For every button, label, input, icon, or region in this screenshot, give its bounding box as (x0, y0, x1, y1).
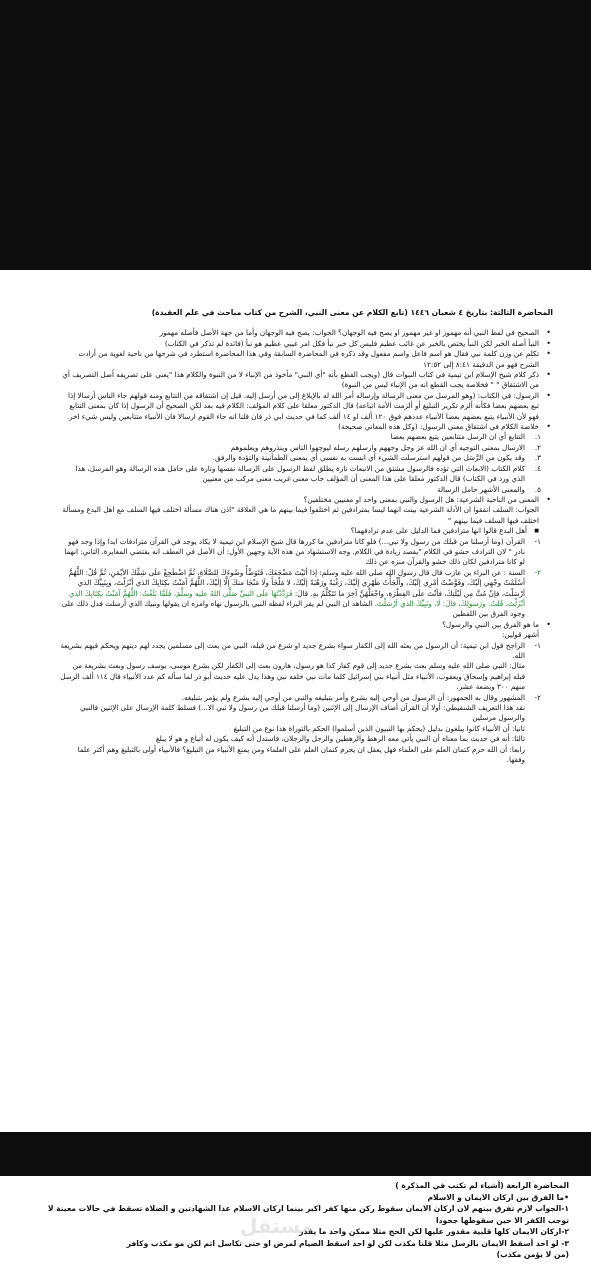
bullet-item: • ما هو الفرق بين النبي والرسول؟ (60, 620, 553, 630)
item-text: المشهور وقال به الجمهور: أن الرسول من أوحي إليه بشرع وأمر بتبليغه والنبي من أوحي إليه بشرع ولم يؤمر بتبليغه. (181, 692, 525, 702)
numbered-item (60, 568, 553, 620)
example-paragraph: مثال: النبي صلى الله عليه وسلم بعث بشرع جديد إلى قوم كفار كذا هو رسول، هارون بعث إلى الكفار لكن بشرع موسى، يوسف رسول وبعث بشريعة من قبله إبراهيم وإسحاق ويعقوب، الأنبياء مثل أنبياء بني إسرائيل كلما مات نبي خلفه نبي وهذا يدل عليه حديث أبو ذر لما سأله كم عدد الأنبياء قال ١١٤ ألف الرسل منهم ٣٠٠ وبضعة عشر. (60, 661, 525, 692)
top-black-bar (0, 0, 591, 270)
numbered-item (60, 432, 553, 442)
page-2-line: ٢-اركان الايمان كلها قلبية مقدور عليها لكن الحج مثلا ممكن واحد ما يقدر (299, 1227, 569, 1236)
lecture-title: المحاضرة الثالثة: بتاريخ ٤ شعبان ١٤٤٦ (تابع الكلام عن معنى النبي، الشرح من كتاب مباحث في علم العقيدة) (151, 308, 553, 317)
critique-paragraph: ثانيا: أن الأنبياء كانوا يبلغون بدليل (يحكم بها النبيون الذين أسلموا) الحكم بالتوراة هذا نوع من التبليغ (233, 723, 525, 733)
numbered-item (60, 485, 553, 495)
critique-paragraph: نقد هذا التعريف الشنقيطي: أولا أن القرآن أضاف الإرسال إلى الإثنين (وما أرسلنا قبلك من رسول ولا نبي الا...) فسلط كلمة الإرسال على الإثنين فالنبي والرسول مرسلين (79, 703, 525, 723)
item-text: والمعنى الأشهر حامل الرسالة (436, 484, 525, 494)
item-number: ١. (534, 432, 541, 442)
item-number: ٢- (534, 692, 541, 702)
item-number: ٤. (534, 463, 541, 473)
numbered-item (60, 537, 553, 568)
bullet-item: • المعنى من الناحية الشرعية: هل الرسول والنبي بمعنى واحد او معنيين مختلفين؟ (60, 495, 553, 505)
opinions-heading: أشهر قولين: (502, 630, 539, 640)
watermark: مستقل (240, 1214, 314, 1238)
item-number: ١- (534, 536, 541, 546)
critique-paragraph: ثالثا: أنه في حديث بما معناه أن النبي يأتي معه الرهط والرهطين والرجل والرجلان، فاستدل أنه كيف يكون له أتباع و هو لا يبلغ (155, 734, 525, 744)
page-2-line: ١-الجواب لازم تفرق بينهم لان اركان الايمان سقوط ركن منها كفر اكبر بينما اركان الاسلام عدا الشهادتين و الصلاة تسقط في حالات معينة لا توجب الكفر الا حين سقوطها جحودا (47, 1204, 569, 1225)
lecture-4-title: المحاضرة الرابعة (أشياء لم تكتب في المذكرة ) (395, 1181, 569, 1190)
item-text: كلام الكتاب (الابعاث التي تؤده فالرسول مشتق من الانبعاث تارة يطلق لفظ الرسول على الرسالة نفسها وتارة على حامل هذه الرسالة وهو المرسل، هذا الذي ورد في الكتاب) قال الدكتور معلقا على هذا المعنى أن المؤلف جاب معنى غريب معنى مركب من معنيين (75, 463, 525, 484)
bullet-item: • خلاصة الكلام في اشتقاق معنى الرسول: (وكل هذه المعاني صحيحة) (60, 422, 553, 432)
item-text: التتابع أي ان الرسل متتابعين يتبع بعضهم بعضا (390, 432, 525, 442)
item-text: الراجح قول ابن تيمية: أن الرسول من بعثه الله إلى الكفار سواء بشرع جديد او شرع من قبله، النبي من بعث إلى مسلمين يجدد لهم دينهم ويحكم فيهم بشريعة الله. (60, 640, 525, 660)
sub-bullet-question: ■ أهل البدع قالوا انها مترادفين فما الدليل على عدم ترادفهما؟ (60, 526, 553, 536)
item-number: ٥. (534, 484, 541, 494)
item-number: ٣. (534, 453, 541, 463)
item-text: الشاهد ان النبي لم يقر البراء لفظه النبي بالرسول نهاه وامره ان يقولها ونبيك الذي أرسلت فدل ذلك على وجود الفرق بين اللفظين (61, 598, 525, 619)
critique-paragraph: رابعا: أن الله حرم كتمان العلم على العلماء فهل يعقل ان يحرم كتمان العلم على العلماء ومن يمنع الأنبياء من التبليغ؟ فالأنبياء أولى بالتبليغ وهم أكثر علما وفقها. (77, 744, 525, 765)
item-text: وقد يكون من الرَّسَل من قولهم استرسلت الشيء أي انست به نفسي أي بمعنى الطمأنينة والتؤدة والرفق. (212, 453, 525, 463)
numbered-item (60, 693, 553, 703)
item-text: السنة : عن البراء بن عازب قال قال رسول الله صلى الله عليه وسلم: إذا أتَيْتَ مَضْجَعَكَ، فَتَوَضَّأْ وضُوءَكَ لِلصَّلَاةِ، ثُمَّ اضْطَجِعْ علَى شِقِّكَ الأيْمَنِ، ثُمَّ قُلْ: اللَّهُمَّ أسْلَمْتُ وجْهِي إلَيْكَ، وفَوَّضْتُ أمْرِي إلَيْكَ، وأَلْجَأْتُ ظَهْرِي إلَيْكَ، رَغْبَةً ورَهْبَةً إلَيْكَ، لا مَلْجَأَ ولَا مَنْجَا منكَ إلَّا إلَيْكَ، اللَّهُمَّ آمَنْتُ بكِتَابِكَ الذي أنْزَلْتَ، وبِنَبِيِّكَ الذي أرْسَلْتَ، فإنْ مُتَّ مِن لَيْلَتِكَ، فأنْتَ علَى الفِطْرَةِ، واجْعَلْهُنَّ آخِرَ ما تَتَكَلَّمُ بهِ. قالَ: (68, 567, 525, 598)
bullet-item: • النبأ أصله الخبر لكن النبأ يختص بالخبر عن غائب عظيم فليس كل خبر نبأ فكل امر غيبي عظيم هو نبأ (فائدة لم تذكر في الكتاب) (60, 339, 553, 349)
numbered-item (60, 464, 553, 485)
bullet-item: • الرسول: في الكتاب: (وهو المرسل من معنى الرسالة وإرساله أمر الله له بالإبلاغ إلى من أرسل إليه. قيل إن اشتقاقه من التتابع ومنه قولهم جاء الناس أرسالا إذا تبع بعضهم بعضا فكأنه ألزم تكرير التبليغ أو ألزمت الأمة اتباعه) قال الدكتور معلقا على كلام المؤلف: الكلام فيه بعد لكن الصحيح أن الرسول إذا كان بمعنى التتابع فهو لأن الأنبياء يتبع بعضهم بعضا الأنبياء عددهم فوق ١٢٠ ألف او ١٤ ألف كما في حديث ابي ذر فان قلنا انه جاء القوم ارسالا فان الأنبياء متتابعين وليس شيء اخر. (60, 391, 553, 422)
page-1-content (0, 270, 591, 765)
item-number: ٢. (534, 442, 541, 452)
document-page-1 (0, 270, 591, 1132)
bullet-item: • الصحيح في لفظ النبي أنه مهموز او غير مهموز او يصح فيه الوجهان؟ الجواب: يصح فيه الوجهان وأما من جهة الأصل فأصله مهموز (60, 328, 553, 338)
item-text: الارسال بمعنى التوجيه أي ان الله عز وجل وجههم وارسلهم رسله ليوجهوا الناس وينذروهم ويعلموهم (230, 442, 525, 452)
item-number: ٢- (534, 567, 541, 577)
hadith-highlight: فَرَدَّدْتُهَا علَى النبيِّ صَلَّى اللهُ عليه وسلَّمَ، فَلَمَّا بَلَغْتُ: اللَّهُمَّ آمَنْتُ بكِتَابِكَ الذي أنْزَلْتَ، قُلتُ: ورَسولِكَ، قالَ: لَا، ونَبِيِّكَ الذي أرْسَلْتَ. (68, 588, 525, 608)
page-2-line: (من لا يؤمن مكذب) (496, 1250, 569, 1259)
numbered-item (60, 443, 553, 453)
answer-paragraph: الجواب: السلف اتفقوا ان الأدلة الشرعية بينت انهما ليسا بمترادفين ثم اختلفوا فيما بينهم ما هي العلاقة "اذن هناك مسألة اختلف فيها السلف مع اهل البدع ومسألة اختلف فيها السلف فيما بينهم " (62, 505, 539, 525)
page-2-line: •ما الفرق بين اركان الايمان و الاسلام (427, 1192, 569, 1202)
middle-black-bar (0, 1132, 591, 1176)
item-text: القرآن (وما أرسلنا من قبلك من رسول ولا نبي...) فلو كانا مترادفين ما كررها قال شيخ الإسلام ابن تيمية لا يكاد يوجد في القرآن مترادفات ابدا وإذا وجد فهو نادر " لان الترادف حشو في الكلام "يقصد زيادة في الكلام. وجه الاستشهاد من هذه الآية وجهين الأول: أن الأصل في العطف انه يقتضي المغايرة. الثاني: انهما لو كانا مترادفين لكان ذلك حشو والقرآن منزه عن ذلك (64, 536, 525, 567)
numbered-item (60, 641, 553, 662)
bullet-item: • ذكر كلام شيخ الإسلام ابن تيمية في كتاب النبوات قال (ويجب القطع بأنه "أي النبي" مأخوذ من الإنباء لا من النبوة والكلام هذا "يعني على تصريفه أصل التصريف أي من الاشتقاق " " فخلاصه يجب القطع انه من الإنباء ليس من النبوة) (60, 370, 553, 391)
page-2-line: ٣- لو احد أسقط الايمان بالرسل مثلا قلنا مكذب لكن لو احد اسقط الصيام لمرض او حتى تكاسل اثم لكن مو مكذب وكافر (126, 1238, 569, 1248)
numbered-item (60, 453, 553, 463)
item-number: ١- (534, 640, 541, 650)
bullet-item: • تكلم عن وزن كلمة نبي فقال هو اسم فاعل واسم مفعول وقد ذكره في المحاضرة السابقة وفي هذا المحاضرة استطرد في شرحها من ناحية لغوية من أرادت الشرح فهو من الدقيقة ٨:٤١ إلى ١٢:٥٢ (60, 349, 553, 370)
